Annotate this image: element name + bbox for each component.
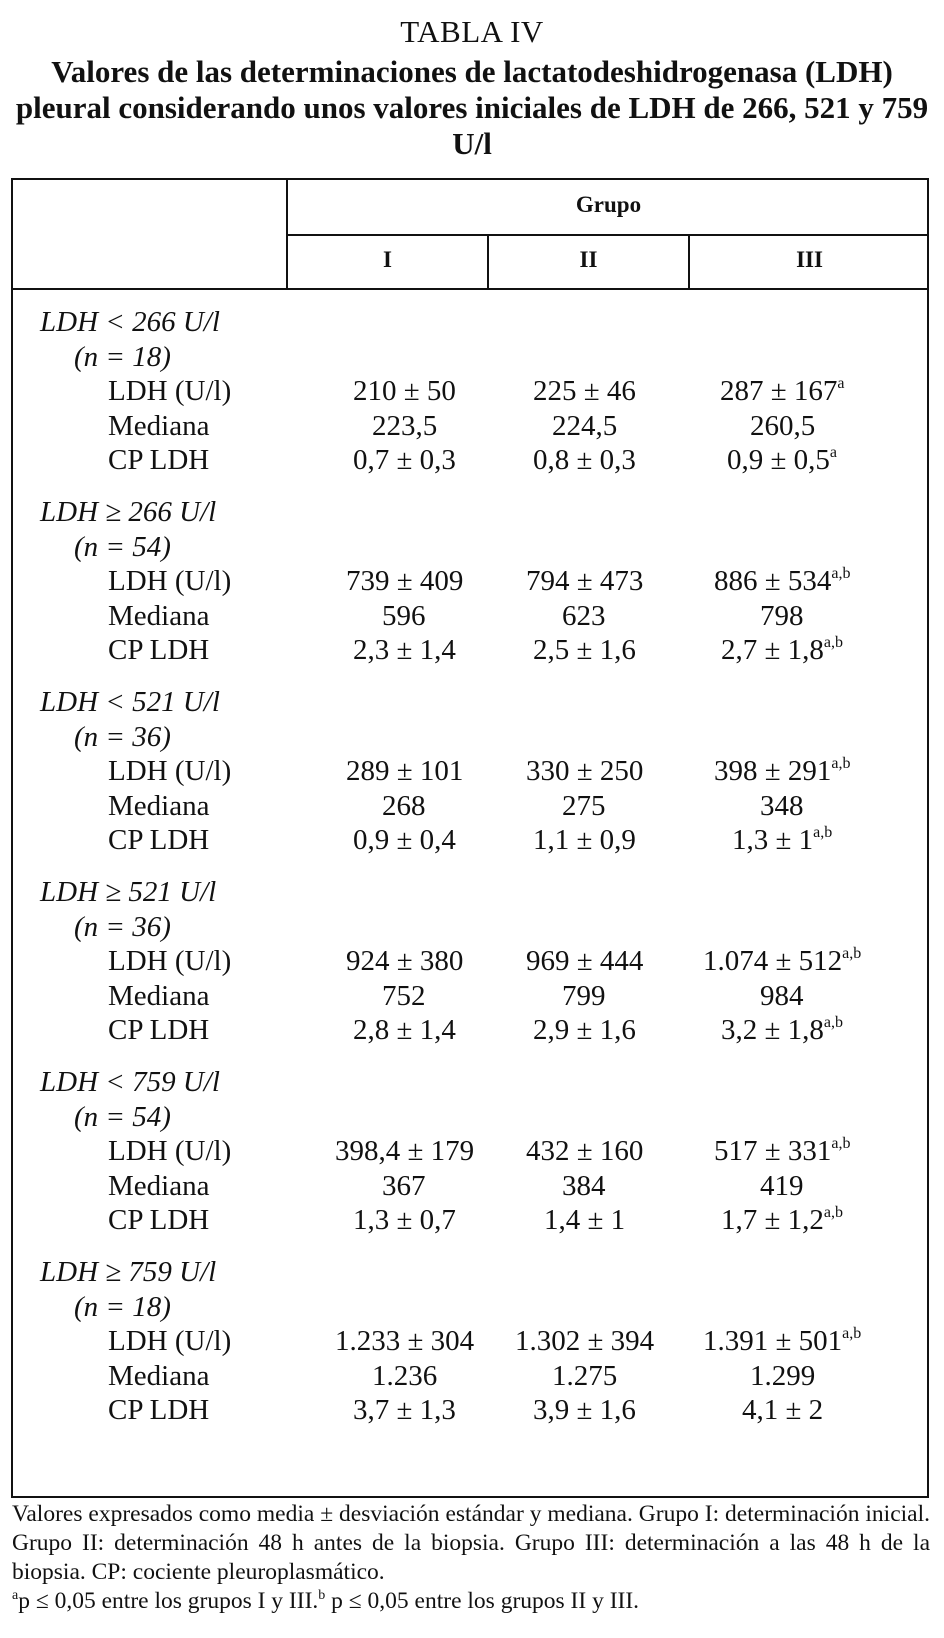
table-title: Valores de las determinaciones de lactatodeshidrogenasa (LDH) pleural considerando unos valores iniciales de LDH de 266, 521 y 759 U/l <box>15 54 929 161</box>
cell-value: 799 <box>562 979 606 1012</box>
cell-group-iii <box>714 755 851 788</box>
footnote-mark-b: b <box>318 1588 326 1603</box>
cell-group-iii <box>760 980 804 1013</box>
footnote-text: Valores expresados como media ± desviación estándar y mediana. Grupo I: determinación inicial. Grupo II: determinación 48 h antes de la biopsia. Grupo III: determinación a las 48 h de la biopsia. CP: cociente pleuroplasmático. <box>12 1501 930 1585</box>
cell-value: 260,5 <box>750 409 816 442</box>
cell-value: 289 ± 101 <box>346 755 464 787</box>
header-bottom-rule <box>11 288 929 290</box>
cell-value: 1.302 ± 394 <box>515 1325 655 1357</box>
significance-mark: a <box>829 444 838 461</box>
cell-value: 4,1 ± 2 <box>742 1394 824 1426</box>
cell-group-iii <box>720 375 845 408</box>
cell-group-ii <box>526 565 643 598</box>
cell-group-iii <box>750 1360 815 1393</box>
cell-group-i <box>346 755 463 788</box>
row-label: LDH (U/l) <box>108 755 232 787</box>
cell-value: 287 ± 167 <box>720 375 838 407</box>
section-title: LDH ≥ 521 U/l <box>40 876 217 908</box>
cell-group-ii <box>533 375 636 408</box>
cell-value: 1.299 <box>750 1359 816 1392</box>
cell-value: 275 <box>562 789 606 822</box>
cell-group-ii <box>562 1170 606 1203</box>
row-label: Mediana <box>108 1169 210 1202</box>
cell-value: 330 ± 250 <box>526 755 644 787</box>
row-label: CP LDH <box>108 1394 210 1426</box>
cell-group-ii <box>562 600 606 633</box>
significance-mark: a,b <box>823 634 844 651</box>
cell-value: 432 ± 160 <box>526 1135 644 1167</box>
cell-value: 1,3 ± 0,7 <box>353 1204 456 1236</box>
section-sample-size: (n = 54) <box>74 1100 171 1133</box>
row-label: CP LDH <box>108 1014 210 1046</box>
row-label: CP LDH <box>108 634 210 666</box>
cell-group-iii <box>721 1204 843 1237</box>
cell-group-iii <box>714 1135 851 1168</box>
cell-group-i <box>372 1360 437 1393</box>
section-sample-size: (n = 18) <box>74 340 171 373</box>
cell-value: 1,3 ± 1 <box>732 824 814 856</box>
cell-group-i <box>353 1204 456 1237</box>
column-header-ii: II <box>579 247 598 272</box>
cell-group-iii <box>742 1394 823 1427</box>
cell-group-i <box>382 980 426 1013</box>
cell-group-ii <box>544 1204 625 1237</box>
cell-value: 348 <box>760 789 804 822</box>
cell-value: 398 ± 291 <box>714 755 832 787</box>
row-label: LDH (U/l) <box>108 565 232 597</box>
cell-value: 2,7 ± 1,8 <box>721 634 824 666</box>
cell-value: 3,9 ± 1,6 <box>533 1394 636 1426</box>
row-label: LDH (U/l) <box>108 945 232 977</box>
cell-value: 3,2 ± 1,8 <box>721 1014 824 1046</box>
cell-value: 2,8 ± 1,4 <box>353 1014 456 1046</box>
cell-value: 223,5 <box>372 409 438 442</box>
cell-group-i <box>353 375 456 408</box>
cell-group-ii <box>533 824 636 857</box>
cell-group-ii <box>533 444 636 477</box>
cell-group-iii <box>703 1325 861 1358</box>
cell-value: 210 ± 50 <box>353 375 456 407</box>
cell-value: 1,4 ± 1 <box>544 1204 626 1236</box>
cell-group-ii <box>533 1394 636 1427</box>
cell-value: 225 ± 46 <box>533 375 636 407</box>
section-sample-size: (n = 36) <box>74 720 171 753</box>
cell-group-ii <box>526 1135 643 1168</box>
cell-group-iii <box>760 1170 804 1203</box>
significance-mark: a,b <box>823 1204 844 1221</box>
cell-value: 886 ± 534 <box>714 565 832 597</box>
cell-value: 794 ± 473 <box>526 565 644 597</box>
cell-value: 1,7 ± 1,2 <box>721 1204 824 1236</box>
cell-group-i <box>353 1014 456 1047</box>
footnote-sig-b: p ≤ 0,05 entre los grupos II y III. <box>331 1588 640 1614</box>
cell-group-ii <box>533 634 636 667</box>
table-label: TABLA IV <box>400 14 544 49</box>
cell-value: 367 <box>382 1169 426 1202</box>
cell-group-i <box>346 945 463 978</box>
cell-group-i <box>382 1170 426 1203</box>
cell-value: 924 ± 380 <box>346 945 464 977</box>
row-label: CP LDH <box>108 1204 210 1236</box>
cell-value: 798 <box>760 599 804 632</box>
cell-group-ii <box>515 1325 654 1358</box>
row-label: Mediana <box>108 1359 210 1392</box>
cell-group-iii <box>732 824 832 857</box>
row-label: LDH (U/l) <box>108 1135 232 1167</box>
cell-value: 0,8 ± 0,3 <box>533 444 636 476</box>
column-header-iii: III <box>796 247 823 272</box>
cell-group-ii <box>533 1014 636 1047</box>
section-title: LDH < 759 U/l <box>40 1066 220 1098</box>
cell-value: 596 <box>382 599 426 632</box>
row-label: LDH (U/l) <box>108 1325 232 1357</box>
cell-value: 0,9 ± 0,4 <box>353 824 456 856</box>
cell-group-ii <box>552 1360 617 1393</box>
cell-group-ii <box>562 790 606 823</box>
cell-group-i <box>346 565 463 598</box>
significance-mark: a,b <box>831 565 851 582</box>
cell-group-i <box>382 790 426 823</box>
column-header-i: I <box>383 247 392 272</box>
cell-group-iii <box>750 410 815 443</box>
row-label: Mediana <box>108 789 210 822</box>
cell-value: 1.391 ± 501 <box>703 1325 843 1357</box>
cell-group-i <box>335 1325 474 1358</box>
footnote-mark-a: a <box>12 1588 19 1603</box>
header-divider <box>287 234 929 236</box>
section-title: LDH ≥ 266 U/l <box>40 496 217 528</box>
significance-mark: a,b <box>842 945 862 962</box>
significance-mark: a,b <box>813 824 833 841</box>
cell-value: 224,5 <box>552 409 618 442</box>
cell-group-i <box>353 1394 456 1427</box>
cell-value: 384 <box>562 1169 606 1202</box>
row-label: CP LDH <box>108 824 210 856</box>
cell-group-i <box>353 634 456 667</box>
cell-value: 3,7 ± 1,3 <box>353 1394 456 1426</box>
cell-group-ii <box>526 945 643 978</box>
significance-mark: a,b <box>831 755 851 772</box>
cell-value: 1.236 <box>372 1359 438 1392</box>
cell-group-ii <box>552 410 617 443</box>
cell-value: 623 <box>562 599 606 632</box>
cell-group-ii <box>562 980 606 1013</box>
cell-value: 517 ± 331 <box>714 1135 832 1167</box>
row-label: Mediana <box>108 409 210 442</box>
cell-group-iii <box>760 600 804 633</box>
footnote-sig-a: p ≤ 0,05 entre los grupos I y III. <box>18 1588 319 1614</box>
cell-value: 969 ± 444 <box>526 945 644 977</box>
section-title: LDH < 521 U/l <box>40 686 220 718</box>
row-label: LDH (U/l) <box>108 375 232 407</box>
row-label: CP LDH <box>108 444 210 476</box>
cell-value: 0,7 ± 0,3 <box>353 444 456 476</box>
row-label: Mediana <box>108 599 210 632</box>
cell-group-iii <box>703 945 861 978</box>
cell-group-i <box>382 600 426 633</box>
section-title: LDH ≥ 759 U/l <box>40 1256 217 1288</box>
cell-group-iii <box>714 565 851 598</box>
cell-group-iii <box>727 444 837 477</box>
cell-value: 0,9 ± 0,5 <box>727 444 830 476</box>
cell-value: 1.275 <box>552 1359 618 1392</box>
table-footnote <box>12 1500 930 1616</box>
section-title: LDH < 266 U/l <box>40 306 220 338</box>
cell-value: 268 <box>382 789 426 822</box>
cell-value: 1.233 ± 304 <box>335 1325 475 1357</box>
cell-value: 984 <box>760 979 804 1012</box>
cell-group-i <box>335 1135 474 1168</box>
cell-value: 2,5 ± 1,6 <box>533 634 636 666</box>
significance-mark: a,b <box>831 1135 851 1152</box>
cell-group-i <box>372 410 437 443</box>
cell-value: 1,1 ± 0,9 <box>533 824 636 856</box>
cell-group-iii <box>721 1014 843 1047</box>
cell-value: 1.074 ± 512 <box>703 945 843 977</box>
cell-group-iii <box>721 634 843 667</box>
cell-value: 398,4 ± 179 <box>335 1135 475 1167</box>
section-sample-size: (n = 36) <box>74 910 171 943</box>
cell-value: 419 <box>760 1169 804 1202</box>
section-sample-size: (n = 18) <box>74 1290 171 1323</box>
cell-group-ii <box>526 755 643 788</box>
row-label: Mediana <box>108 979 210 1012</box>
cell-group-i <box>353 824 456 857</box>
cell-value: 2,3 ± 1,4 <box>353 634 456 666</box>
significance-mark: a,b <box>823 1014 844 1031</box>
cell-group-i <box>353 444 456 477</box>
cell-value: 752 <box>382 979 426 1012</box>
section-sample-size: (n = 54) <box>74 530 171 563</box>
cell-value: 739 ± 409 <box>346 565 464 597</box>
cell-group-iii <box>760 790 804 823</box>
group-header: Grupo <box>575 192 642 217</box>
significance-mark: a <box>837 375 845 392</box>
cell-value: 2,9 ± 1,6 <box>533 1014 636 1046</box>
significance-mark: a,b <box>842 1325 862 1342</box>
